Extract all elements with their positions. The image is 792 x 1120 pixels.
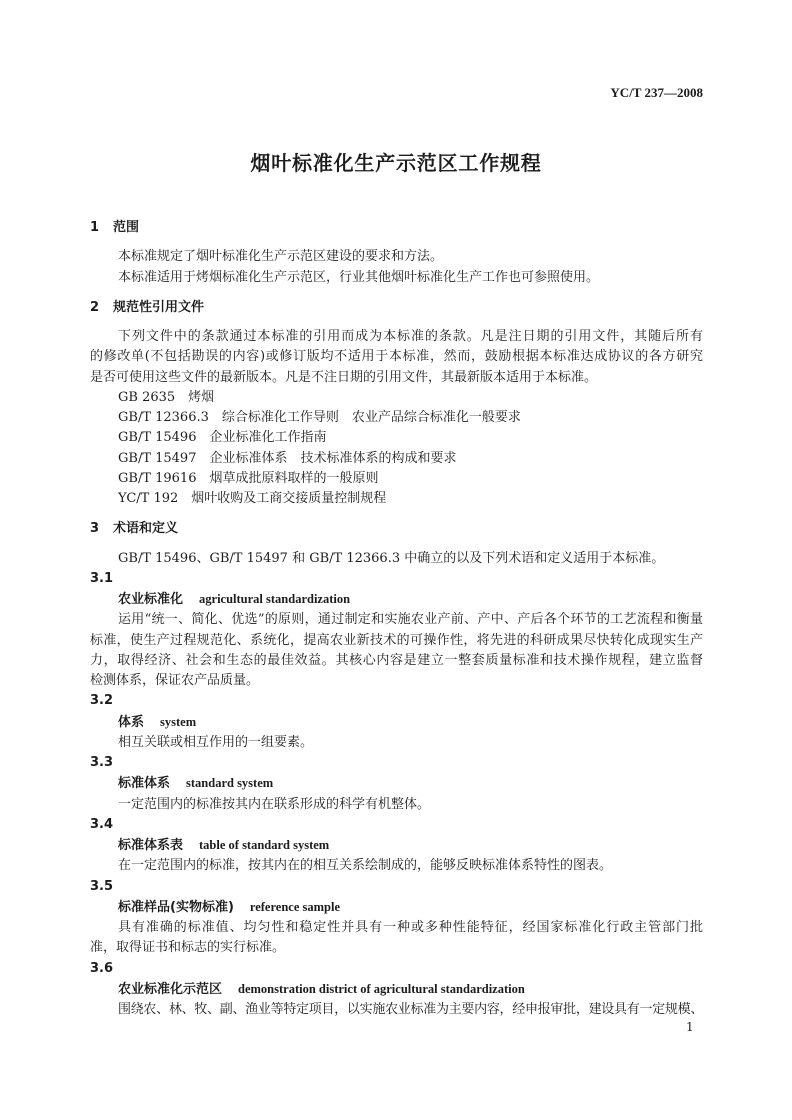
term-entry (90, 877, 703, 959)
term-definition (90, 610, 703, 691)
term-chinese: 标准体系 (118, 776, 171, 792)
section-terms-and-definitions (90, 519, 703, 1020)
reference-code: GB/T 15496 (118, 430, 197, 446)
term-english: table of standard system (199, 838, 330, 852)
section-title: 术语和定义 (113, 521, 179, 537)
reference-code: YC/T 192 (118, 491, 179, 506)
term-english: standard system (186, 776, 274, 791)
page-number: 1 (686, 1020, 694, 1034)
term-name (90, 773, 703, 794)
clause-number: 3.4 (90, 816, 114, 832)
term-name (90, 835, 703, 856)
term-chinese: 标准样品(实物标准) (118, 899, 234, 915)
term-chinese: 农业标准化示范区 (118, 981, 223, 997)
term-entry (90, 815, 703, 877)
term-chinese: 标准体系表 (118, 838, 184, 853)
term-english: system (160, 714, 197, 729)
reference-code: GB/T 19616 (118, 470, 197, 486)
term-definition (90, 733, 703, 753)
text-line: 本标准适用于烤烟标准化生产示范区，行业其他烟叶标准化生产工作也可参照使用。 (118, 269, 600, 285)
clause-number: 3.6 (90, 960, 114, 976)
term-definition (90, 1000, 703, 1020)
paragraph (90, 268, 703, 288)
paragraph (90, 549, 703, 569)
reference-title: 综合标准化工作导则 农业产品综合标准化一般要求 (221, 410, 521, 425)
section-title: 规范性引用文件 (113, 299, 205, 315)
term-chinese: 体系 (118, 714, 145, 730)
term-name (90, 712, 703, 733)
reference-code: GB 2635 (118, 389, 176, 405)
document-title: 烟叶标准化生产示范区工作规程 (250, 151, 542, 175)
section-number: 2 (90, 299, 100, 315)
term-name (90, 897, 703, 918)
reference-list (90, 388, 703, 510)
text-line: 是否可使用这些文件的最新版本。凡是不注日期的引用文件，其最新版本适用于本标准。 (90, 369, 598, 385)
term-english: demonstration district of agricultural standardization (238, 981, 525, 996)
section-normative-references (90, 298, 703, 510)
clause-number: 3.3 (90, 755, 114, 770)
text-line: 下列文件中的条款通过本标准的引用而成为本标准的条款。凡是注日期的引用文件，其随后所有 (118, 329, 703, 344)
term-name (90, 589, 703, 610)
text-line: 准，取得证书和标志的实行标准。 (90, 940, 286, 956)
text-line: 围绕农、林、牧、副、渔业等特定项目，以实施农业标准为主要内容，经申报审批，建设具有一定规模、 (118, 1002, 703, 1017)
text-line: 的修改单(不包括勘误的内容)或修订版均不适用于本标准，然而，鼓励根据本标准达成协议的各方研究 (90, 349, 703, 365)
reference-title: 烟草成批原料取样的一般原则 (209, 470, 379, 486)
reference-item (90, 388, 703, 408)
term-entry (90, 691, 703, 753)
term-entry (90, 959, 703, 1021)
paragraph (90, 247, 703, 267)
clause-number: 3.2 (90, 693, 114, 709)
reference-item (90, 469, 703, 489)
term-name (90, 979, 703, 1000)
text-line: 具有准确的标准值、均匀性和稳定性并具有一种或多种性能特征，经国家标准化行政主管部门批 (118, 920, 703, 935)
term-english: reference sample (249, 899, 341, 914)
reference-item (90, 489, 703, 509)
section-heading (90, 519, 703, 539)
reference-title: 企业标准体系 技术标准体系的构成和要求 (209, 450, 457, 466)
text-line: 本标准规定了烟叶标准化生产示范区建设的要求和方法。 (118, 249, 444, 265)
term-chinese: 农业标准化 (118, 592, 184, 607)
reference-title: 烟叶收购及工商交接质量控制规程 (191, 491, 387, 506)
reference-title: 企业标准化工作指南 (209, 430, 327, 446)
reference-code: GB/T 12366.3 (118, 410, 209, 425)
section-number: 3 (90, 521, 100, 537)
reference-code: GB/T 15497 (118, 450, 197, 466)
paragraph (90, 327, 703, 388)
text-line: GB/T 15496、GB/T 15497 和 GB/T 12366.3 中确立的以及下列术语和定义适用于本标准。 (118, 550, 665, 566)
text-line: 在一定范围内的标准，按其内在的相互关系绘制成的，能够反映标准体系特性的图表。 (118, 858, 613, 874)
term-definition (90, 795, 703, 815)
section-number: 1 (90, 220, 100, 235)
clause-number: 3.1 (90, 570, 114, 586)
standard-number: YC/T 237—2008 (610, 85, 703, 100)
reference-item (90, 408, 703, 428)
reference-item (90, 449, 703, 469)
document-body (90, 218, 703, 1020)
text-line: 力，取得经济、社会和生态的最佳效益。其核心内容是建立一整套质量标准和技术操作规程，建立监督 (90, 652, 703, 668)
term-english: agricultural standardization (199, 592, 351, 606)
text-line: 检测体系，保证农产品质量。 (90, 673, 260, 688)
text-line: 标准，使生产过程规范化、系统化，提高农业新技术的可操作性，将先进的科研成果尽快转化成现实生产 (90, 632, 703, 648)
section-heading (90, 218, 703, 238)
section-title: 范围 (113, 220, 140, 235)
text-line: 一定范围内的标准按其内在联系形成的科学有机整体。 (118, 796, 431, 812)
section-scope (90, 218, 703, 288)
term-entry (90, 569, 703, 692)
clause-number: 3.5 (90, 878, 114, 894)
text-line: 运用“统一、简化、优选”的原则，通过制定和实施农业产前、产中、产后各个环节的工艺流程和衡量 (118, 612, 703, 628)
term-definition (90, 856, 703, 876)
term-definition (90, 918, 703, 959)
term-entry (90, 753, 703, 815)
section-heading (90, 298, 703, 318)
reference-item (90, 428, 703, 448)
reference-title: 烤烟 (188, 389, 215, 405)
text-line: 相互关联或相互作用的一组要素。 (118, 734, 314, 750)
